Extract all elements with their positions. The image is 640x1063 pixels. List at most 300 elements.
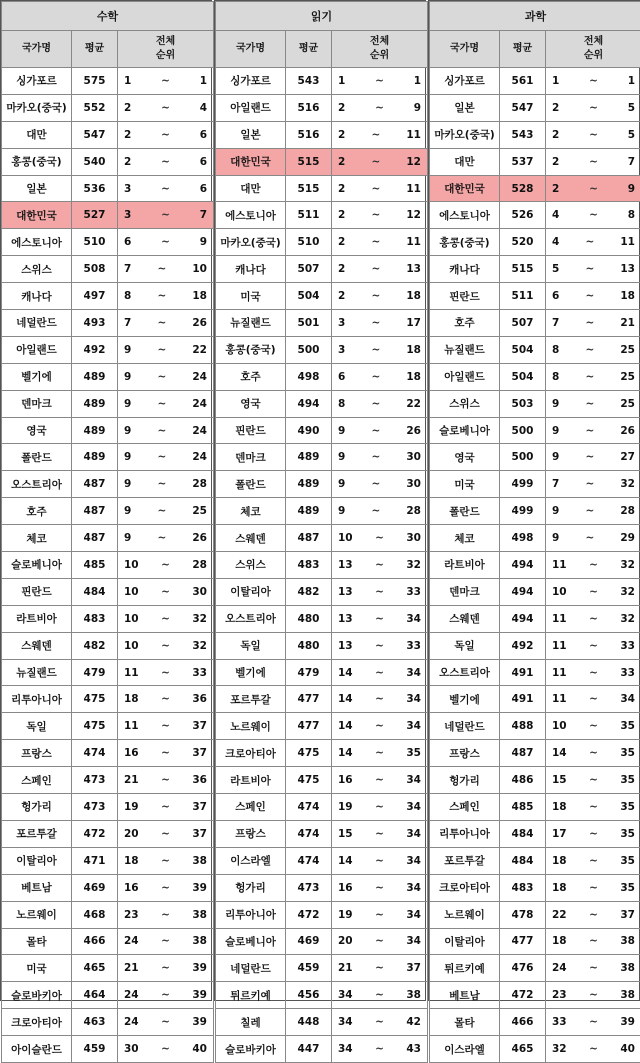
country-name: 홍콩(중국) [2,148,72,175]
rank-separator: ~ [585,451,594,463]
rank-low: 9 [552,505,559,517]
rank-high: 40 [620,1043,635,1055]
country-name: 폴란드 [430,498,500,525]
rank-range [546,283,640,310]
rank-low: 15 [552,774,567,786]
rank-low: 34 [338,1016,353,1028]
rank-high: 39 [192,882,207,894]
rank-range [118,928,214,955]
average-score: 498 [500,525,546,552]
rank-separator: ~ [161,640,170,652]
country-name: 헝가리 [216,874,286,901]
table-row [2,121,214,148]
average-header: 평균 [500,31,546,68]
rank-low: 22 [552,909,567,921]
rank-separator: ~ [375,989,384,1001]
rank-high: 5 [628,129,635,141]
average-score: 474 [286,794,332,821]
rank-separator: ~ [589,747,598,759]
rank-separator: ~ [371,451,380,463]
rank-separator: ~ [589,1043,598,1055]
rank-range [332,94,428,121]
rank-header: 전체 순위 [546,31,640,68]
average-score: 500 [500,417,546,444]
table-row [430,175,640,202]
country-name: 프랑스 [430,740,500,767]
rank-range [546,874,640,901]
rank-separator: ~ [161,882,170,894]
rank-low: 33 [552,1016,567,1028]
country-name: 아일랜드 [2,336,72,363]
country-name: 슬로베니아 [216,928,286,955]
average-score: 459 [286,955,332,982]
rank-range [332,1009,428,1036]
country-name: 스위스 [216,552,286,579]
rank-low: 24 [124,1016,139,1028]
rank-range [546,1009,640,1036]
country-name: 노르웨이 [2,901,72,928]
average-score: 482 [72,632,118,659]
rank-high: 1 [200,75,207,87]
rank-low: 14 [338,855,353,867]
rank-low: 2 [338,183,345,195]
average-score: 477 [286,686,332,713]
rank-high: 36 [192,693,207,705]
rank-low: 18 [124,693,139,705]
rank-high: 32 [192,613,207,625]
rank-high: 43 [406,1043,421,1055]
average-score: 483 [500,874,546,901]
table-row [2,659,214,686]
average-score: 479 [72,659,118,686]
rank-separator: ~ [161,236,170,248]
table-row [430,390,640,417]
rank-range [118,955,214,982]
table-row [216,256,428,283]
rank-low: 30 [124,1043,139,1055]
rank-high: 32 [620,586,635,598]
rank-low: 1 [338,75,345,87]
average-score: 477 [286,713,332,740]
country-name: 핀란드 [430,283,500,310]
rank-range [332,283,428,310]
rank-range [118,713,214,740]
rank-range [118,202,214,229]
rank-low: 7 [124,263,131,275]
rank-separator: ~ [161,774,170,786]
rank-separator: ~ [375,855,384,867]
country-name: 스웨덴 [216,525,286,552]
table-row [430,632,640,659]
average-score: 485 [72,552,118,579]
rank-low: 10 [124,586,139,598]
country-name: 프랑스 [2,740,72,767]
rank-range [118,659,214,686]
average-score: 480 [286,605,332,632]
table-row [2,336,214,363]
country-name: 대한민국 [216,148,286,175]
average-score: 485 [500,794,546,821]
country-name: 폴란드 [216,471,286,498]
rank-high: 33 [406,640,421,652]
average-score: 469 [72,874,118,901]
rank-separator: ~ [161,909,170,921]
country-name: 베트남 [2,874,72,901]
average-score: 487 [72,498,118,525]
average-score: 575 [72,68,118,95]
rank-high: 8 [628,209,635,221]
country-name: 헝가리 [430,767,500,794]
rank-low: 9 [124,425,131,437]
rank-low: 9 [552,451,559,463]
country-name: 크로아티아 [216,740,286,767]
rank-separator: ~ [161,559,170,571]
rank-range [546,578,640,605]
rank-low: 14 [338,720,353,732]
rank-range [118,820,214,847]
average-score: 511 [286,202,332,229]
rank-high: 30 [406,532,421,544]
rank-range [546,847,640,874]
rank-range [332,498,428,525]
rank-high: 1 [628,75,635,87]
country-name: 튀르키예 [216,982,286,1009]
rank-high: 4 [200,102,207,114]
country-name: 덴마크 [2,390,72,417]
rank-separator: ~ [371,236,380,248]
table-row [216,686,428,713]
table-row [2,283,214,310]
rank-range [332,874,428,901]
rank-low: 21 [124,962,139,974]
rank-low: 5 [552,263,559,275]
table-row [216,982,428,1009]
rank-high: 1 [414,75,421,87]
rank-separator: ~ [161,935,170,947]
rank-separator: ~ [375,532,384,544]
rank-separator: ~ [585,371,594,383]
average-score: 487 [286,525,332,552]
rank-separator: ~ [161,586,170,598]
rank-range [546,659,640,686]
table-row [216,901,428,928]
rank-high: 39 [620,1016,635,1028]
rank-range [118,794,214,821]
average-score: 489 [286,444,332,471]
average-header: 평균 [286,31,332,68]
rank-low: 9 [124,505,131,517]
rank-range [118,1036,214,1063]
score-table [1,1,214,1063]
rank-high: 34 [406,935,421,947]
rank-range [332,982,428,1009]
rank-separator: ~ [589,129,598,141]
rank-high: 9 [200,236,207,248]
rank-high: 37 [192,720,207,732]
average-score: 474 [286,847,332,874]
average-score: 447 [286,1036,332,1063]
rank-range [332,229,428,256]
country-name: 오스트리아 [2,471,72,498]
rank-separator: ~ [589,962,598,974]
rank-low: 24 [124,989,139,1001]
table-row [216,336,428,363]
average-score: 487 [500,740,546,767]
country-name: 아일랜드 [430,363,500,390]
country-name: 포르투갈 [2,820,72,847]
rank-low: 9 [338,451,345,463]
rank-low: 2 [124,102,131,114]
country-name: 스위스 [430,390,500,417]
table-row [216,740,428,767]
average-score: 547 [72,121,118,148]
rank-low: 19 [338,909,353,921]
rank-separator: ~ [589,989,598,1001]
rank-separator: ~ [589,1016,598,1028]
rank-range [118,525,214,552]
table-row [430,283,640,310]
average-score: 561 [500,68,546,95]
rank-separator: ~ [589,209,598,221]
rank-low: 19 [338,801,353,813]
rank-high: 34 [406,720,421,732]
rank-high: 26 [620,425,635,437]
average-score: 499 [500,471,546,498]
rank-low: 4 [552,209,559,221]
country-name: 이스라엘 [216,847,286,874]
country-name: 벨기에 [430,686,500,713]
rank-separator: ~ [585,317,594,329]
average-score: 488 [500,713,546,740]
rank-range [332,955,428,982]
rank-range [546,794,640,821]
country-name: 캐나다 [2,283,72,310]
rank-separator: ~ [585,263,594,275]
rank-low: 8 [552,371,559,383]
rank-range [546,256,640,283]
rank-low: 24 [552,962,567,974]
table-row [430,713,640,740]
rank-separator: ~ [375,640,384,652]
rank-separator: ~ [585,398,594,410]
country-name: 스페인 [2,767,72,794]
rank-range [546,955,640,982]
rank-low: 8 [338,398,345,410]
rank-separator: ~ [375,75,384,87]
rank-low: 9 [338,478,345,490]
rank-separator: ~ [589,828,598,840]
table-row [216,363,428,390]
average-score: 500 [286,336,332,363]
country-name: 에스토니아 [216,202,286,229]
table-row [216,847,428,874]
rank-high: 25 [192,505,207,517]
rank-separator: ~ [585,290,594,302]
country-name: 포르투갈 [216,686,286,713]
rank-range [546,175,640,202]
rank-range [332,417,428,444]
rank-range [546,444,640,471]
rank-separator: ~ [375,828,384,840]
country-name: 미국 [2,955,72,982]
average-score: 484 [500,847,546,874]
rank-separator: ~ [375,909,384,921]
rank-separator: ~ [585,505,594,517]
rank-separator: ~ [161,75,170,87]
rank-range [332,390,428,417]
rank-low: 2 [124,129,131,141]
country-name: 네덜란드 [2,310,72,337]
average-score: 520 [500,229,546,256]
country-name: 칠레 [216,1009,286,1036]
rank-low: 3 [338,344,345,356]
rank-high: 39 [192,1016,207,1028]
average-score: 477 [500,928,546,955]
country-header: 국가명 [2,31,72,68]
rank-high: 40 [192,1043,207,1055]
country-name: 마카오(중국) [216,229,286,256]
country-name: 일본 [2,175,72,202]
average-score: 516 [286,94,332,121]
rank-low: 2 [338,290,345,302]
country-name: 영국 [430,444,500,471]
country-name: 에스토니아 [2,229,72,256]
average-score: 511 [500,283,546,310]
average-score: 528 [500,175,546,202]
table-row [2,740,214,767]
rank-separator: ~ [371,371,380,383]
rank-high: 24 [192,398,207,410]
rank-range [546,525,640,552]
rank-low: 8 [124,290,131,302]
rank-high: 6 [200,129,207,141]
rank-separator: ~ [375,613,384,625]
rank-range [546,471,640,498]
rank-range [546,336,640,363]
rank-low: 2 [552,183,559,195]
rank-high: 13 [620,263,635,275]
rank-high: 11 [406,183,421,195]
country-name: 스웨덴 [430,605,500,632]
country-name: 네덜란드 [430,713,500,740]
rank-high: 34 [406,828,421,840]
rank-high: 38 [192,909,207,921]
country-name: 대만 [430,148,500,175]
rank-separator: ~ [375,1043,384,1055]
rank-high: 38 [192,855,207,867]
average-score: 466 [500,1009,546,1036]
rank-low: 2 [552,102,559,114]
average-score: 501 [286,310,332,337]
rank-separator: ~ [371,478,380,490]
country-name: 몰타 [2,928,72,955]
rank-separator: ~ [161,801,170,813]
rank-high: 38 [620,962,635,974]
rank-high: 24 [192,425,207,437]
country-name: 일본 [216,121,286,148]
table-row [216,444,428,471]
average-score: 475 [286,740,332,767]
rank-high: 6 [200,183,207,195]
average-score: 471 [72,847,118,874]
rank-low: 10 [552,720,567,732]
table-row [430,417,640,444]
rank-low: 14 [338,667,353,679]
rank-high: 39 [192,962,207,974]
table-row [2,94,214,121]
average-score: 489 [72,390,118,417]
rank-separator: ~ [589,156,598,168]
country-name: 덴마크 [216,444,286,471]
rank-range [332,363,428,390]
rank-high: 36 [192,774,207,786]
country-name: 캐나다 [430,256,500,283]
rank-high: 24 [192,371,207,383]
country-name: 대만 [2,121,72,148]
table-row [216,1036,428,1063]
rank-range [332,202,428,229]
country-name: 라트비아 [430,552,500,579]
rank-low: 1 [124,75,131,87]
rank-range [546,148,640,175]
table-row [216,94,428,121]
average-score: 504 [286,283,332,310]
rank-high: 35 [620,747,635,759]
average-score: 490 [286,417,332,444]
rank-separator: ~ [161,613,170,625]
rank-separator: ~ [161,693,170,705]
average-score: 494 [500,552,546,579]
table-row [2,68,214,95]
rank-range [118,310,214,337]
country-name: 영국 [216,390,286,417]
country-name: 일본 [430,94,500,121]
rank-low: 20 [124,828,139,840]
table-row [2,256,214,283]
rank-low: 8 [552,344,559,356]
rank-low: 9 [124,532,131,544]
rank-range [546,686,640,713]
country-name: 체코 [430,525,500,552]
country-name: 라트비아 [216,767,286,794]
average-score: 516 [286,121,332,148]
rank-low: 9 [124,451,131,463]
rank-low: 6 [338,371,345,383]
average-score: 499 [500,498,546,525]
table-row [216,955,428,982]
average-score: 526 [500,202,546,229]
subject-panel [0,0,212,1001]
table-row [2,605,214,632]
rank-header: 전체 순위 [332,31,428,68]
table-row [2,363,214,390]
rank-separator: ~ [375,102,384,114]
rank-range [332,820,428,847]
rank-separator: ~ [161,1016,170,1028]
rank-range [118,68,214,95]
country-name: 헝가리 [2,794,72,821]
average-score: 494 [286,390,332,417]
subject-title: 과학 [430,2,640,31]
table-row [430,498,640,525]
rank-high: 35 [620,801,635,813]
rank-high: 29 [620,532,635,544]
rank-range [546,68,640,95]
country-name: 싱가포르 [216,68,286,95]
table-row [430,659,640,686]
country-name: 홍콩(중국) [216,336,286,363]
rank-range [332,471,428,498]
